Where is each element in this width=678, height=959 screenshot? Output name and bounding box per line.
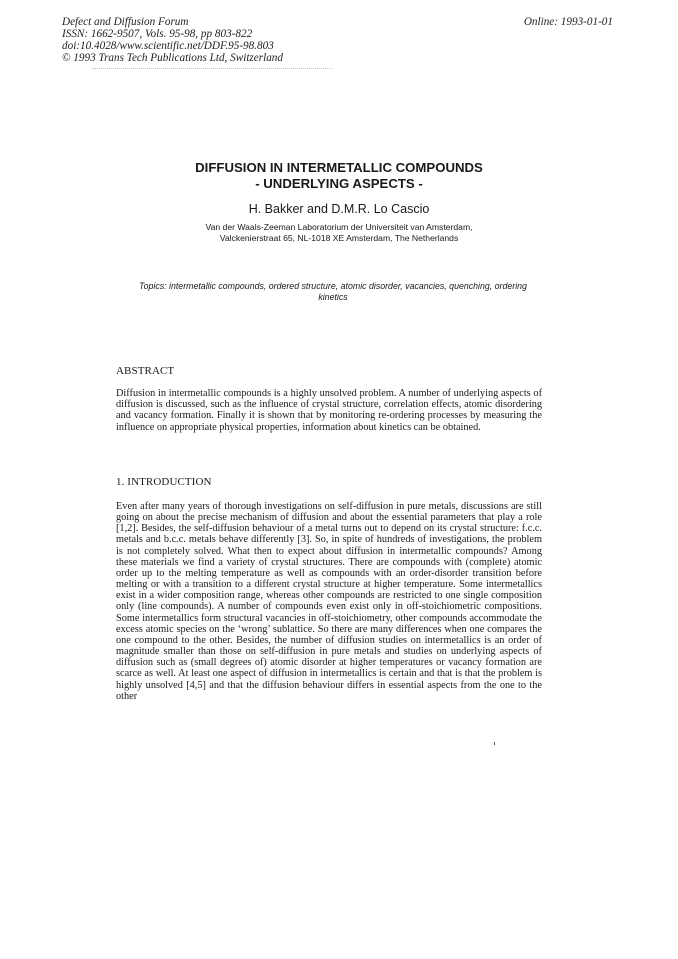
- title-line-1: DIFFUSION IN INTERMETALLIC COMPOUNDS: [195, 160, 483, 175]
- journal-name: Defect and Diffusion Forum: [62, 16, 189, 28]
- affiliation-line-2: Valckenierstraat 65, NL-1018 XE Amsterdam, The Netherlands: [219, 233, 459, 243]
- introduction-heading: 1. INTRODUCTION: [116, 476, 212, 488]
- journal-header: [62, 16, 283, 64]
- introduction-text: Even after many years of thorough investigations on self-diffusion in pure metals, discussions are still going on about the precise mechanism of diffusion and about the essential parameters that play a role [1,2]. Besides, the self-diffusion behaviour of a metal turns out to depend on its crystal structure: f.c.c. metals and b.c.c. metals behave differently [3]. So, in spite of hundreds of investigations, the problem is not completely solved. What then to expect about diffusion in intermetallic compounds? Among these materials we find a variety of crystal structures. There are compounds with (complete) atomic order up to the melting temperature as well as compounds with an order-disorder transition before melting or with a transition to a different crystal structure at higher temperature. Some intermetallics exist in a wider composition range, whereas other compounds are restricted to one single composition only (line compounds). A number of compounds even exist only in off-stoichiometric compositions. Some intermetallics form structural vacancies in off-stoichiometry, other compounds accommodate the excess atomic species on the ‘wrong’ sublattice. So there are many differences when one compares the one compound to the other. Besides, the number of diffusion studies on intermetallics is an order of magnitude smaller than those on self-diffusion in pure metals and studies on underlying aspects of diffusion such as (small degrees of) atomic disorder at higher temperatures or vacancy formation are scarce as well. At least one aspect of diffusion in intermetallics is certain and that is that the problem is highly unsolved [4,5] and that the diffusion behaviour differs in essential aspects from the one to the other: [116, 501, 542, 702]
- copyright-line: © 1993 Trans Tech Publications Ltd, Switzerland: [62, 52, 283, 64]
- affiliation-line-1: Van der Waals-Zeeman Laboratorium der Universiteit van Amsterdam,: [205, 222, 473, 232]
- affiliation: [0, 222, 678, 244]
- title-line-2: - UNDERLYING ASPECTS -: [255, 176, 423, 191]
- topics: Topics: intermetallic compounds, ordered structure, atomic disorder, vacancies, quenching, ordering kinetics: [139, 281, 527, 302]
- scan-artifact-line: [92, 68, 332, 70]
- paper-title: [0, 160, 678, 192]
- issn-line: ISSN: 1662-9507, Vols. 95-98, pp 803-822: [62, 28, 253, 40]
- authors: H. Bakker and D.M.R. Lo Cascio: [248, 202, 430, 216]
- scan-speck: [494, 742, 495, 745]
- online-date: Online: 1993-01-01: [523, 16, 613, 28]
- abstract-heading: ABSTRACT: [116, 365, 175, 377]
- doi-line: doi:10.4028/www.scientific.net/DDF.95-98.803: [62, 40, 274, 52]
- abstract-text: Diffusion in intermetallic compounds is a highly unsolved problem. A number of underlying aspects of diffusion is discussed, such as the influence of crystal structure, correlation effects, atomic disordering and vacancy formation. Finally it is shown that by monitoring re-ordering processes by measuring the influence on appropriate physical properties, information about kinetics can be obtained.: [116, 388, 542, 433]
